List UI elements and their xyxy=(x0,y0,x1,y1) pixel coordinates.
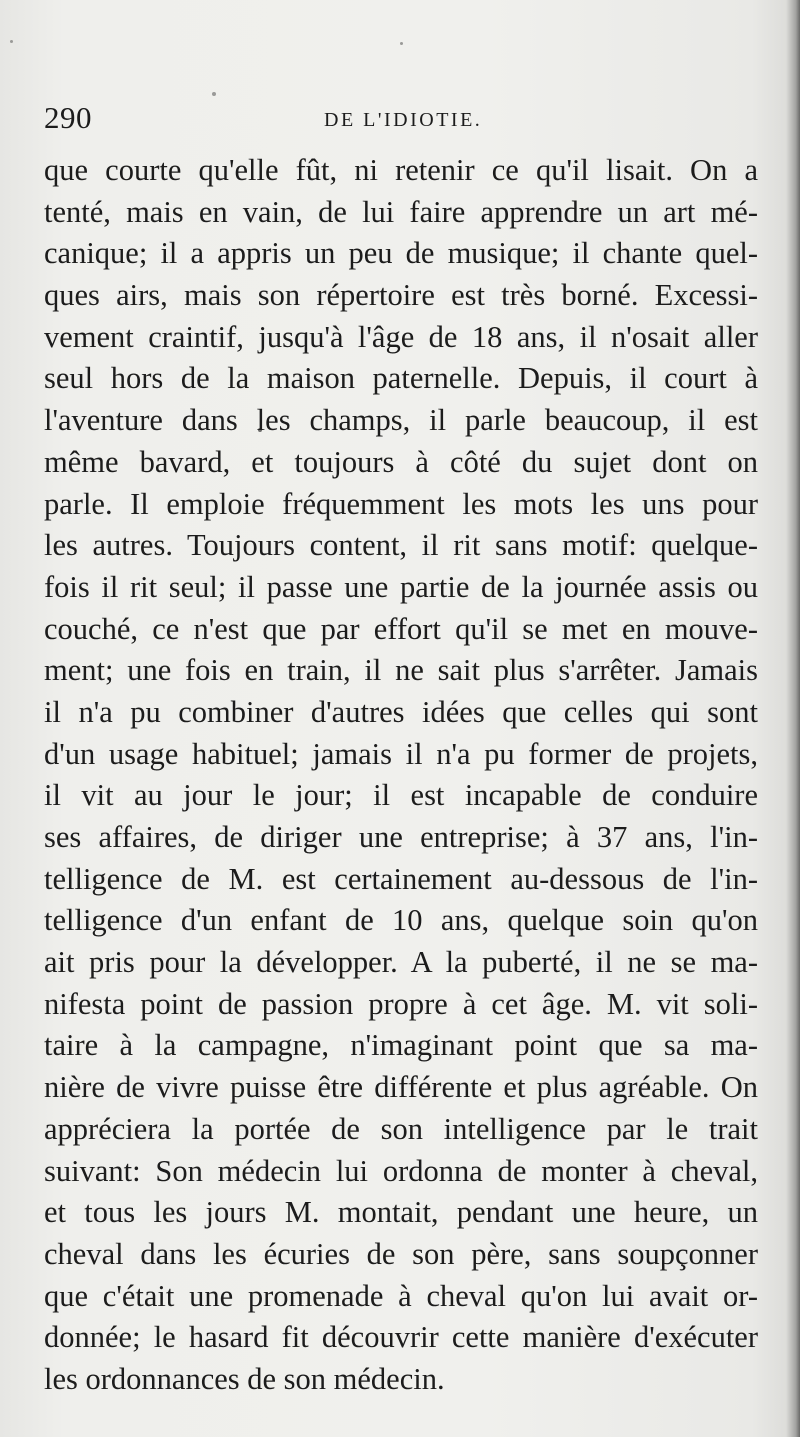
paper-speck xyxy=(212,92,216,96)
text-line: canique; il a appris un peu de musique; il chante quel- xyxy=(44,236,758,271)
text-line: fois il rit seul; il passe une partie de la journée assis ou xyxy=(44,569,758,604)
text-line: tenté, mais en vain, de lui faire apprendre un art mé- xyxy=(44,194,758,229)
text-line: il n'a pu combiner d'autres idées que celles qui sont xyxy=(44,694,758,729)
text-line: cheval dans les écuries de son père, sans soupçonner xyxy=(44,1236,758,1271)
text-line: que c'était une promenade à cheval qu'on lui avait or- xyxy=(44,1278,758,1313)
text-line-last: les ordonnances de son médecin. xyxy=(44,1361,445,1396)
body-text xyxy=(44,150,758,1401)
text-line: telligence d'un enfant de 10 ans, quelque soin qu'on xyxy=(44,903,758,938)
text-line: ses affaires, de diriger une entreprise; à 37 ans, l'in- xyxy=(44,820,758,854)
text-line: nifesta point de passion propre à cet âge. M. vit soli- xyxy=(44,986,758,1021)
text-line: les autres. Toujours content, il rit sans motif: quelque- xyxy=(44,528,758,563)
page-edge-shadow xyxy=(786,0,800,1437)
text-line: ques airs, mais son répertoire est très borné. Excessi- xyxy=(44,278,758,313)
paper-speck xyxy=(10,40,13,43)
text-line: vement craintif, jusqu'à l'âge de 18 ans, il n'osait aller xyxy=(44,319,758,354)
text-line: taire à la campagne, n'imaginant point que sa ma- xyxy=(44,1028,758,1063)
running-head: DE L'IDIOTIE. xyxy=(324,109,483,131)
text-line: même bavard, et toujours à côté du sujet dont on xyxy=(44,444,758,479)
text-line: couché, ce n'est que par effort qu'il se met en mouve- xyxy=(44,611,758,646)
text-line: ment; une fois en train, il ne sait plus s'arrêter. Jamais xyxy=(44,653,758,688)
paper-speck xyxy=(400,42,403,45)
text-line: l'aventure dans les champs, il parle beaucoup, il est xyxy=(44,403,758,438)
text-line: ait pris pour la développer. A la puberté, il ne se ma- xyxy=(44,945,758,980)
text-line: appréciera la portée de son intelligence par le trait xyxy=(44,1111,758,1146)
page-number: 290 xyxy=(44,100,92,135)
text-line: donnée; le hasard fit découvrir cette manière d'exécuter xyxy=(44,1320,758,1355)
text-line: que courte qu'elle fût, ni retenir ce qu'il lisait. On a xyxy=(44,153,758,187)
text-line: il vit au jour le jour; il est incapable de conduire xyxy=(44,778,758,813)
text-line: telligence de M. est certainement au-dessous de l'in- xyxy=(44,861,758,896)
text-line: parle. Il emploie fréquemment les mots les uns pour xyxy=(44,486,758,521)
text-line: suivant: Son médecin lui ordonna de monter à cheval, xyxy=(44,1153,758,1188)
page-header xyxy=(44,98,758,138)
text-line: nière de vivre puisse être différente et plus agréable. On xyxy=(44,1070,758,1105)
text-line: d'un usage habituel; jamais il n'a pu former de projets, xyxy=(44,736,758,771)
text-line: et tous les jours M. montait, pendant une heure, un xyxy=(44,1195,758,1230)
text-line: seul hors de la maison paternelle. Depuis, il court à xyxy=(44,361,758,396)
